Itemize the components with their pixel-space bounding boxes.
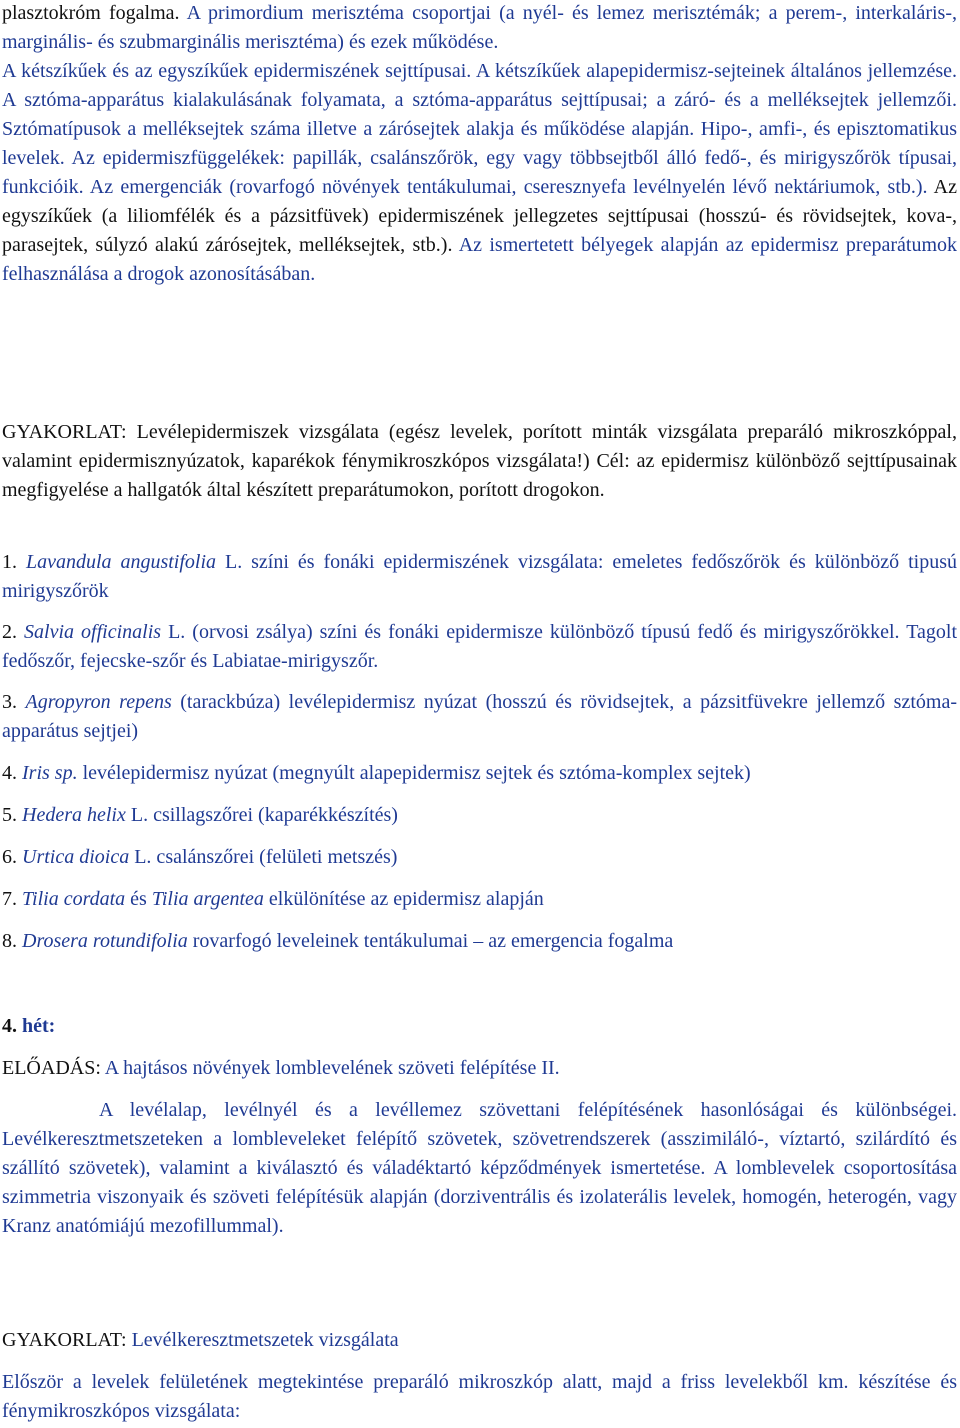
week-heading: 4. hét: — [2, 1015, 56, 1037]
list-item-4: 4. Iris sp. levélepidermisz nyúzat (megnyúlt alapepidermisz sejtek és sztóma-komplex sejtek) — [2, 762, 751, 784]
list-item-6: 6. Urtica dioica L. csalánszőrei (felületi metszés) — [2, 846, 398, 868]
paragraph-gyakorlat-1: GYAKORLAT: Levélepidermiszek vizsgálata (egész levelek, porított minták vizsgálata preparáló mikroszkóppal, valamint epidermisznyúzatok, kaparékok fénymikroszkópos vizsgálata!) Cél: az epidermisz különböző sejttípusainak megfigyelése a hallgatók által készített preparátumokon, porított drogokon. — [2, 421, 957, 501]
list-item-3: 3. Agropyron repens (tarackbúza) levélepidermisz nyúzat (hosszú és rövidsejtek, a pázsitfüvekre jellemző sztóma-apparátus sejtjei) — [2, 691, 957, 742]
paragraph-leaf-anatomy: A levélalap, levélnyél és a levéllemez szövettani felépítésének hasonlóságai és különbségei. Levélkeresztmetszeteken a lombleveleket felépítő szövetek, szövetrendszerek (asszimiláló-, víztartó, szilárdító és szállító szövetek), valamint a kiválasztó és váladéktartó képződmények ismertetése. A lomblevelek csoportosítása szimmetria viszonyaik és szöveti felépítésük alapján (dorziventrális és izolaterális levelek, homogén, heterogén, vagy Kranz anatómiájú mezofillummal). — [2, 1099, 957, 1237]
paragraph-epidermis-lecture: A kétszíkűek és az egyszíkűek epidermiszének sejttípusai. A kétszíkűek alapepidermisz-sejteinek általános jellemzése. A sztóma-apparátus kialakulásának folyamata, a sztóma-apparátus sejttípusai; a záró- és a melléksejtek jellemzői. Sztómatípusok a melléksejtek száma illetve a zárósejtek alakja és működése alapján. Hipo-, amfi-, és episztomatikus levelek. Az epidermiszfüggelékek: papillák, csalánszőrök, egy vagy többsejtből álló fedő-, és mirigyszőrök típusai, funkcióik. Az emergenciák (rovarfogó növények tentákulumai, cseresznyefa levélnyelén lévő nektáriumok, stb.). Az egyszíkűek (a liliomfélék és a pázsitfüvek) epidermiszének jellegzetes sejttípusai (hosszú- és rövidsejtek, kova-, parasejtek, súlyzó alakú zárósejtek, melléksejtek, stb.). Az ismertetett bélyegek alapján az epidermisz preparátumok felhasználása a drogok azonosításában. — [2, 60, 958, 285]
paragraph-meristems: plasztokróm fogalma. A primordium merisztéma csoportjai (a nyél- és lemez merisztémák; a perem-, interkaláris-, marginális- és szubmarginális merisztéma) és ezek működése. — [2, 2, 957, 53]
list-item-5: 5. Hedera helix L. csillagszőrei (kaparékkészítés) — [2, 804, 398, 826]
paragraph-gyakorlat-2: Először a levelek felületének megtekintése preparáló mikroszkóp alatt, majd a friss levelekből km. készítése és fénymikroszkópos vizsgálata: — [2, 1371, 957, 1422]
list-item-1: 1. Lavandula angustifolia L. színi és fonáki epidermiszének vizsgálata: emeletes fedőszőrök és különböző tipusú mirigyszőrök — [2, 551, 958, 602]
list-item-7: 7. Tilia cordata és Tilia argentea elkülönítése az epidermisz alapján — [2, 888, 544, 910]
gyakorlat-2-title: GYAKORLAT: Levélkeresztmetszetek vizsgálata — [2, 1329, 399, 1351]
list-item-8: 8. Drosera rotundifolia rovarfogó leveleinek tentákulumai – az emergencia fogalma — [2, 930, 674, 952]
list-item-2: 2. Salvia officinalis L. (orvosi zsálya) színi és fonáki epidermisze különböző típusú fedő és mirigyszőrökkel. Tagolt fedőszőr, fejecske-szőr és Labiatae-mirigyszőr. — [2, 621, 958, 672]
lecture-title: ELŐADÁS: A hajtásos növények lomblevelének szöveti felépítése II. — [2, 1057, 560, 1079]
